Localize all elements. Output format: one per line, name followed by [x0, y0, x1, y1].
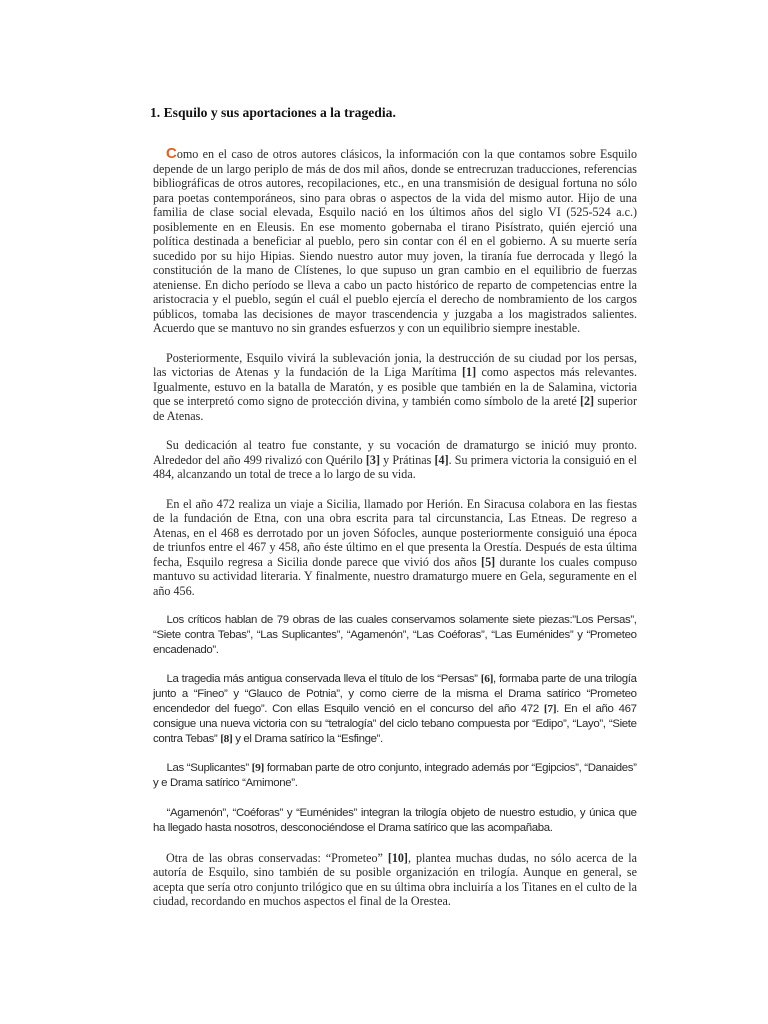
paragraph-p3 [153, 438, 637, 482]
paragraph-text: , plantea muchas dudas, no sólo acerca de la autoría de Esquilo, sino también de su posible organización en trilogía. Aunque en general, se acepta que sería otro conjunto trilógico que en su última obra incluiría a los Titanes en el culto de la ciudad, recordando en muchos aspectos el final de la Orestea. [153, 850, 637, 909]
paragraph-text: Las “Suplicantes” [166, 762, 252, 775]
paragraph-text: y el Drama satírico la “Esfinge”. [232, 732, 383, 745]
paragraph-list [153, 147, 637, 909]
paragraph-p8 [153, 806, 637, 836]
paragraph-text: formaban parte de otro conjunto, integrado además por “Egipcios”, “Danaides” y e Drama satírico “Amimone”. [153, 762, 637, 790]
paragraph-p7 [153, 761, 637, 791]
paragraph-p5 [153, 613, 637, 657]
paragraph-p2 [153, 351, 637, 424]
paragraph-text: . En el año 467 consigue una nueva victoria con su “tetralogía” del ciclo tebano compuesta por “Edipo”, “Layo”, “Siete contra Tebas” [153, 702, 637, 745]
paragraph-text: En el año 472 realiza un viaje a Sicilia, llamado por Herión. En Siracusa colabora en las fiestas de la fundación de Etna, con una obra escrita para tal circunstancia, Las Etneas. De regreso a Atenas, en el 468 es derrotado por un joven Sófocles, aunque posteriormente consiguió una época de triunfos entre el 467 y 458, año éste último en el que presenta la Orestía. Después de esta última fecha, Esquilo regresa a Sicilia donde parece que vivió dos años [153, 496, 637, 569]
footnote-ref[interactable]: [6] [480, 673, 494, 686]
paragraph-text: “Agamenón”, “Coéforas” y “Euménides” integran la trilogía objeto de nuestro estudio, y única que ha llegado hasta nosotros, desconociéndose el Drama satírico que las acompañaba. [153, 806, 637, 834]
paragraph-p9 [153, 851, 637, 909]
footnote-ref[interactable]: [1] [462, 365, 477, 379]
footnote-ref[interactable]: [2] [579, 394, 595, 408]
paragraph-text: superior de Atenas. [153, 394, 637, 423]
paragraph-text: omo en el caso de otros autores clásicos, la información con la que contamos sobre Esquilo depende de un largo periplo de más de dos mil años, donde se entrecruzan traducciones, referencias bibliográficas de otros autores, recopilaciones, etc., en una transmisión de desigual fortuna no sólo para poetas contemporáneos, sino para obras o aspectos de la vida del mismo autor. Hijo de una familia de clase social elevada, Esquilo nació en los últimos años del siglo VI (525-524 a.c.) posiblemente en en Eleusis. En ese momento gobernaba el tirano Pisístrato, quién ejerció una política destinada a beneficiar al pueblo, pero sin contar con él en el gobierno. A su muerte sería sucedido por su hijo Hipias. Siendo nuestro autor muy joven, la tiranía fue derrocada y llegó la constitución de la mano de Clístenes, lo que supuso un gran cambio en el equilibrio de fuerzas ateniense. En dicho período se lleva a cabo un pacto histórico de reparto de competencias entre la aristocracia y el pueblo, según el cuál el pueblo ejercía el derecho de nombramiento de los cargos públicos, tomaba las decisiones de mayor trascendencia y juzgaba a los magistrados salientes. Acuerdo que se mantuvo no sin grandes esfuerzos y con un equilibrio siempre inestable. [153, 147, 637, 335]
paragraph-p6 [153, 672, 637, 746]
section-title: 1. Esquilo y sus aportaciones a la tragedia. [150, 105, 396, 120]
paragraph-text: Posteriormente, Esquilo vivirá la sublevación jonia, la destrucción de su ciudad por los persas, las victorias de Atenas y la fundación de la Liga Marítima [153, 350, 637, 379]
drop-cap: C [166, 145, 177, 162]
footnote-ref[interactable]: [3] [365, 452, 380, 467]
footnote-ref[interactable]: [5] [481, 554, 496, 569]
footnote-ref[interactable]: [8] [220, 732, 233, 745]
footnote-ref[interactable]: [4] [434, 452, 449, 467]
document-body [150, 104, 637, 924]
paragraph-text: Otra de las obras conservadas: “Prometeo” [166, 850, 388, 865]
paragraph-p4 [153, 497, 637, 599]
paragraph-text: . Su primera victoria la consiguió en el 484, alcanzando un total de trece a lo largo de su vida. [153, 452, 637, 481]
paragraph-text: durante los cuales compuso mantuvo su actividad literaria. Y finalmente, nuestro dramaturgo muere en Gela, seguramente en el año 456. [153, 554, 637, 598]
paragraph-text: Su dedicación al teatro fue constante, y su vocación de dramaturgo se inició muy pronto. Alrededor del año 499 rivalizó con Quérilo [153, 438, 637, 467]
paragraph-text: como aspectos más relevantes. Igualmente, estuvo en la batalla de Maratón, y es posible que también en la de Salamina, victoria que se interpretó como signo de protección divina, y también como símbolo de la areté [153, 365, 637, 408]
paragraph-text: La tragedia más antigua conservada lleva el título de los “Persas” [166, 673, 481, 686]
paragraph-p1 [153, 147, 637, 336]
paragraph-text: Los críticos hablan de 79 obras de las cuales conservamos solamente siete piezas:”Los Persas”, “Siete contra Tebas”, “Las Suplicantes”, “Agamenón”, “Las Coéforas”, “Las Euménides” y “Prometeo encadenado”. [153, 614, 637, 656]
paragraph-text: , formaba parte de una trilogía junto a “Fineo” y “Glauco de Potnia”, y como cierre de la misma el Drama satírico “Prometeo encendedor del fuego”. Con ellas Esquilo venció en el concurso del año 472 [153, 673, 637, 715]
footnote-ref[interactable]: [10] [387, 850, 408, 865]
paragraph-text: y Prátinas [380, 452, 435, 467]
footnote-ref[interactable]: [7] [543, 702, 557, 715]
footnote-ref[interactable]: [9] [251, 762, 264, 775]
